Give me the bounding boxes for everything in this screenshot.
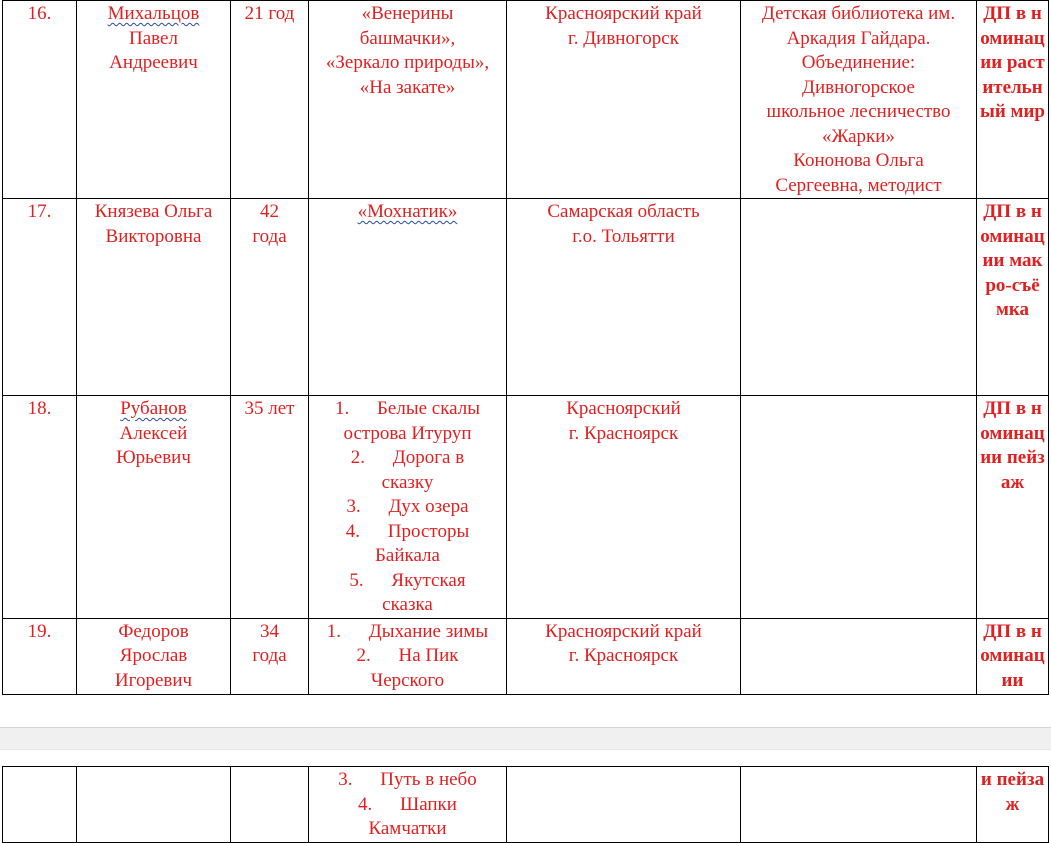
works-title: «Мохнатик» [309,199,507,396]
organization [741,396,977,619]
table-row [3,618,1049,695]
participants-table [2,0,1049,695]
list-item: 2. На Пик Черского [356,645,459,691]
participant-age [231,767,309,843]
participant-age: 35 лет [231,396,309,619]
list-item: 4. Шапки Камчатки [358,793,457,839]
page-break [0,705,1051,750]
row-number: 17. [3,199,77,396]
works-title: «Венерины башмачки», «Зеркало природы», «На закате» [309,1,507,199]
list-item: 3. Путь в небо [338,769,477,790]
organization [741,199,977,396]
participant-name: Рубанов Алексей Юрьевич [77,396,231,619]
award-category: и пейзаж [977,767,1049,843]
works-list [309,396,507,619]
participant-name: Михальцов Павел Андреевич [77,1,231,199]
participant-age: 21 год [231,1,309,199]
row-number: 16. [3,1,77,199]
works-list [309,618,507,695]
award-category: ДП в номинации макро-съёмка [977,199,1049,396]
award-category: ДП в номинации пейзаж [977,396,1049,619]
region-city: Красноярский край г. Дивногорск [507,1,741,199]
list-item: 1. Дыхание зимы [326,620,489,642]
participant-name: Князева Ольга Викторовна [77,199,231,396]
organization [741,618,977,695]
organization: Детская библиотека им. Аркадия Гайдара. Объединение: Дивногорское школьное лесничество «Жарки» Кононова Ольга Сергеевна, методист [741,1,977,199]
participant-name: Федоров Ярослав Игоревич [77,618,231,695]
region-city: Самарская область г.о. Тольятти [507,199,741,396]
table-row [3,1,1049,199]
award-category: ДП в номинации растительный мир [977,1,1049,199]
award-category: ДП в номинации [977,618,1049,695]
participant-name [77,767,231,843]
row-number [3,767,77,843]
works-list [309,767,507,843]
list-item: 3. Дух озера [346,496,469,517]
list-item: 1. Белые скалы острова Итуруп [335,398,480,444]
list-item: 5. Якутская сказка [349,569,466,615]
participant-age: 42 года [231,199,309,396]
region-city [507,767,741,843]
row-number: 18. [3,396,77,619]
row-number: 19. [3,618,77,695]
list-item: 4. Просторы Байкала [345,520,470,566]
table-row [3,767,1049,843]
organization [741,767,977,843]
participant-age: 34 года [231,618,309,695]
region-city: Красноярский край г. Красноярск [507,618,741,695]
participants-table-continued [2,766,1049,843]
page-break-band [0,727,1051,750]
list-item: 2. Дорога в сказку [350,447,465,493]
table-row [3,199,1049,396]
region-city: Красноярский г. Красноярск [507,396,741,619]
table-row [3,396,1049,619]
document-page-bottom [0,750,1051,843]
